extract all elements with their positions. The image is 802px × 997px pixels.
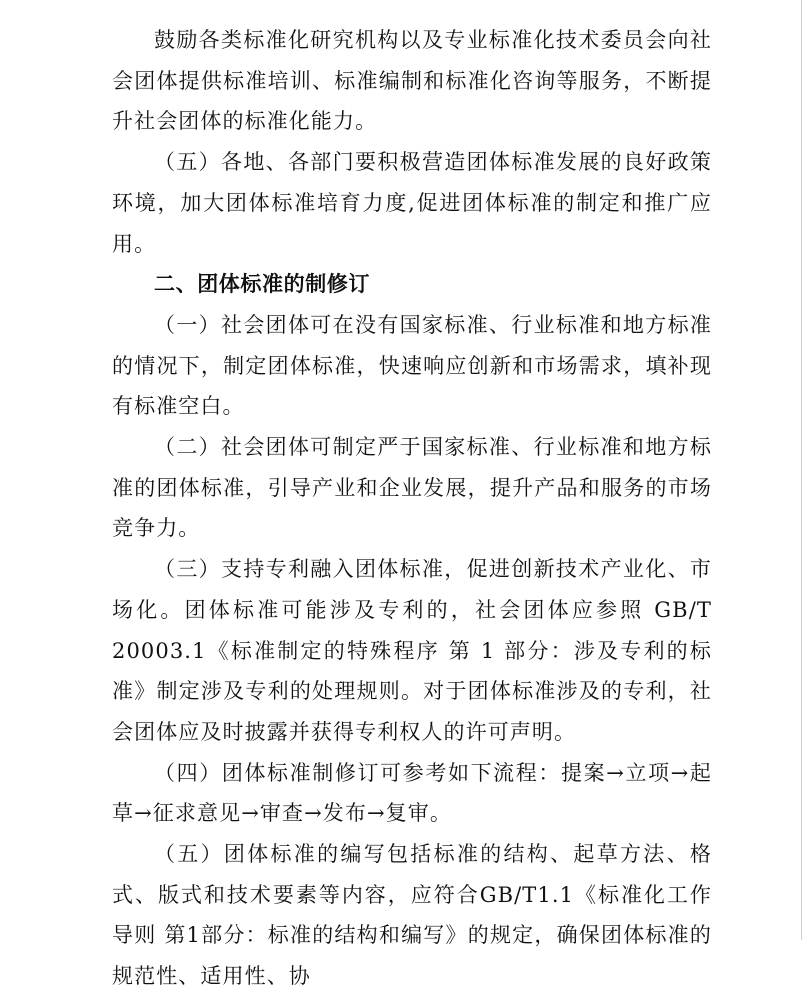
paragraph-support-services: 鼓励各类标准化研究机构以及专业标准化技术委员会向社会团体提供标准培训、标准编制和标准化咨询等服务，不断提升社会团体的标准化能力。 [112, 28, 712, 134]
paragraph-item-5: （五）团体标准的编写包括标准的结构、起草方法、格式、版式和技术要素等内容，应符合GB/T1.1《标准化工作导则 第1部分：标准的结构和编写》的规定，确保团体标准的规范性、适用性、协 [112, 842, 712, 989]
paragraph-item-1: （一）社会团体可在没有国家标准、行业标准和地方标准的情况下，制定团体标准，快速响应创新和市场需求，填补现有标准空白。 [112, 312, 712, 419]
paragraph-item-3: （三）支持专利融入团体标准，促进创新技术产业化、市场化。团体标准可能涉及专利的，社会团体应参照 GB/T 20003.1《标准制定的特殊程序 第 1 部分：涉及专利的标准》制定涉及专利的处理规则。对于团体标准涉及的专利，社会团体应及时披露并获得专利权人的许可声明。 [112, 557, 712, 744]
document-body [112, 20, 712, 997]
paragraph-policy-environment: （五）各地、各部门要积极营造团体标准发展的良好政策环境，加大团体标准培育力度,促进团体标准的制定和推广应用。 [112, 150, 712, 256]
paragraph-item-2: （二）社会团体可制定严于国家标准、行业标准和地方标准的团体标准，引导产业和企业发展，提升产品和服务的市场竞争力。 [112, 435, 712, 541]
section-heading: 二、团体标准的制修订 [154, 272, 370, 297]
paragraph-item-4: （四）团体标准制修订可参考如下流程：提案→立项→起草→征求意见→审查→发布→复审。 [112, 760, 712, 826]
